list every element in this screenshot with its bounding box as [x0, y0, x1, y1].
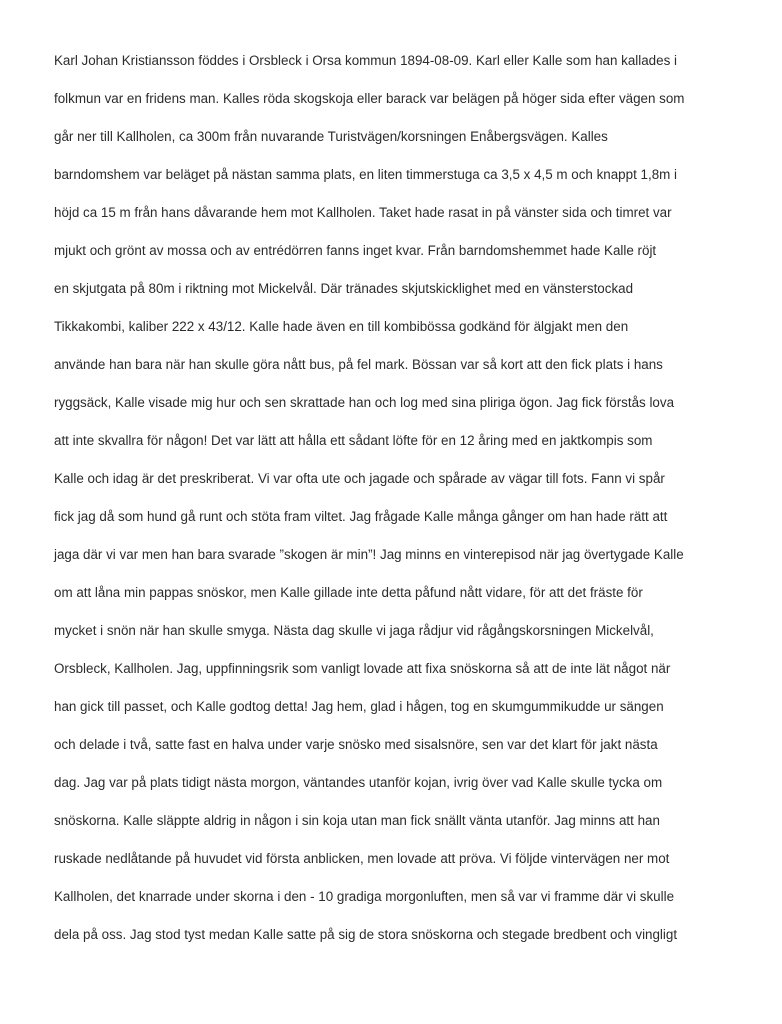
text-line-17: Orsbleck, Kallholen. Jag, uppfinningsrik som vanligt lovade att fixa snöskorna så att de inte lät något när	[54, 661, 671, 676]
text-line-20: dag. Jag var på plats tidigt nästa morgon, väntandes utanför kojan, ivrig över vad Kalle skulle tycka om	[54, 775, 663, 790]
text-line-11: att inte skvallra för någon! Det var lätt att hålla ett sådant löfte för en 12 åring med en jaktkompis som	[54, 433, 653, 448]
text-line-2: folkmun var en fridens man. Kalles röda skogskoja eller barack var belägen på höger sida efter vägen som	[54, 91, 685, 106]
text-line-14: jaga där vi var men han bara svarade ”skogen är min”! Jag minns en vinterepisod när jag övertygade Kalle	[54, 547, 684, 562]
text-line-15: om att låna min pappas snöskor, men Kalle gillade inte detta påfund nått vidare, för att det fräste för	[54, 585, 643, 600]
text-line-19: och delade i två, satte fast en halva under varje snösko med sisalsnöre, sen var det klart för jakt nästa	[54, 737, 658, 752]
text-line-5: höjd ca 15 m från hans dåvarande hem mot Kallholen. Taket hade rasat in på vänster sida och timret var	[54, 205, 672, 220]
text-line-8: Tikkakombi, kaliber 222 x 43/12. Kalle hade även en till kombibössa godkänd för älgjakt men den	[54, 319, 629, 334]
text-line-10: ryggsäck, Kalle visade mig hur och sen skrattade han och log med sina pliriga ögon. Jag fick förstås lova	[54, 395, 675, 410]
text-line-12: Kalle och idag är det preskriberat. Vi var ofta ute och jagade och spårade av vägar till fots. Fann vi spår	[54, 471, 665, 486]
text-line-21: snöskorna. Kalle släppte aldrig in någon i sin koja utan man fick snällt vänta utanför. Jag minns att han	[54, 813, 660, 828]
text-line-16: mycket i snön när han skulle smyga. Nästa dag skulle vi jaga rådjur vid rågångskorsningen Mickelvål,	[54, 623, 654, 638]
text-line-1: Karl Johan Kristiansson föddes i Orsbleck i Orsa kommun 1894-08-09. Karl eller Kalle som han kallades i	[54, 53, 677, 68]
text-line-24: dela på oss. Jag stod tyst medan Kalle satte på sig de stora snöskorna och stegade bredbent och vingligt	[54, 927, 678, 942]
text-line-9: använde han bara när han skulle göra nått bus, på fel mark. Bössan var så kort att den fick plats i hans	[54, 357, 663, 372]
text-line-6: mjukt och grönt av mossa och av entrédörren fanns inget kvar. Från barndomshemmet hade Kalle röjt	[54, 243, 657, 258]
text-line-23: Kallholen, det knarrade under skorna i den - 10 gradiga morgonluften, men så var vi framme där vi skulle	[54, 889, 675, 904]
text-line-18: han gick till passet, och Kalle godtog detta! Jag hem, glad i hågen, tog en skumgummikudde ur sängen	[54, 699, 664, 714]
text-line-13: fick jag då som hund gå runt och stöta fram viltet. Jag frågade Kalle många gånger om han hade rätt att	[54, 509, 668, 524]
text-line-3: går ner till Kallholen, ca 300m från nuvarande Turistvägen/korsningen Enåbergsvägen. Kalles	[54, 129, 608, 144]
text-line-4: barndomshem var beläget på nästan samma plats, en liten timmerstuga ca 3,5 x 4,5 m och knappt 1,8m i	[54, 167, 677, 182]
text-line-22: ruskade nedlåtande på huvudet vid första anblicken, men lovade att pröva. Vi följde vintervägen ner mot	[54, 851, 670, 866]
text-line-7: en skjutgata på 80m i riktning mot Mickelvål. Där tränades skjutskicklighet med en vänsterstockad	[54, 281, 634, 296]
